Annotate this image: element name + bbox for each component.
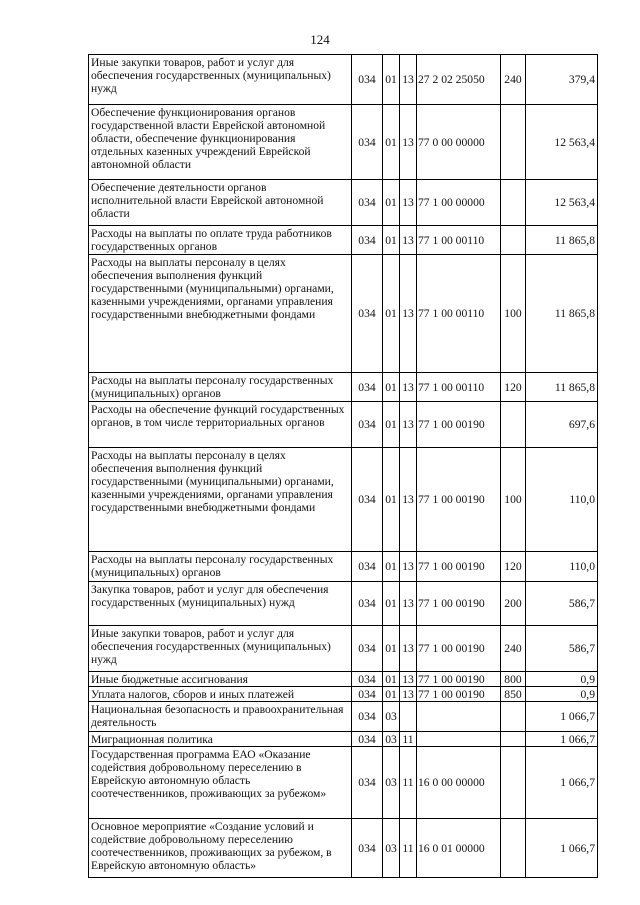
amount: 11 865,8: [526, 373, 598, 402]
target-article-code: 77 1 00 00110: [417, 226, 501, 255]
line-item-name: Уплата налогов, сборов и иных платежей: [89, 687, 352, 702]
subsection-code: 13: [400, 226, 417, 255]
section-code: 01: [383, 255, 400, 373]
subsection-code: 11: [400, 747, 417, 819]
amount: 586,7: [526, 582, 598, 626]
subsection-code: 13: [400, 105, 417, 180]
amount: 110,0: [526, 552, 598, 582]
table-row: [89, 747, 598, 819]
budget-table-body: [89, 55, 598, 878]
target-article-code: 77 1 00 00110: [417, 255, 501, 373]
expense-type-code: [501, 702, 526, 732]
ministry-code: 034: [352, 226, 383, 255]
section-code: 01: [383, 105, 400, 180]
section-code: 01: [383, 687, 400, 702]
subsection-code: 13: [400, 582, 417, 626]
target-article-code: [417, 732, 501, 747]
expense-type-code: [501, 402, 526, 448]
table-row: [89, 448, 598, 552]
amount: 1 066,7: [526, 819, 598, 878]
target-article-code: 77 1 00 00190: [417, 626, 501, 672]
section-code: 01: [383, 448, 400, 552]
line-item-name: Иные бюджетные ассигнования: [89, 672, 352, 687]
amount: 110,0: [526, 448, 598, 552]
amount: 11 865,8: [526, 226, 598, 255]
line-item-name: Расходы на обеспечение функций государственных органов, в том числе территориальных органов: [89, 402, 352, 448]
subsection-code: 13: [400, 55, 417, 105]
target-article-code: [417, 702, 501, 732]
ministry-code: 034: [352, 732, 383, 747]
expense-type-code: 240: [501, 55, 526, 105]
amount: 12 563,4: [526, 180, 598, 226]
subsection-code: 13: [400, 448, 417, 552]
ministry-code: 034: [352, 672, 383, 687]
subsection-code: 13: [400, 626, 417, 672]
section-code: 01: [383, 582, 400, 626]
ministry-code: 034: [352, 687, 383, 702]
table-row: [89, 552, 598, 582]
ministry-code: 034: [352, 448, 383, 552]
amount: 11 865,8: [526, 255, 598, 373]
ministry-code: 034: [352, 373, 383, 402]
target-article-code: 16 0 00 00000: [417, 747, 501, 819]
table-row: [89, 732, 598, 747]
line-item-name: Государственная программа ЕАО «Оказание содействия добровольному переселению в Еврейскую автономную область соотечественников, проживающих за рубежом»: [89, 747, 352, 819]
target-article-code: 77 1 00 00190: [417, 672, 501, 687]
line-item-name: Обеспечение функционирования органов государственной власти Еврейской автономной области, обеспечение функционирования отдельных казенных учреждений Еврейской автономной области: [89, 105, 352, 180]
subsection-code: 11: [400, 732, 417, 747]
target-article-code: 77 1 00 00190: [417, 402, 501, 448]
target-article-code: 16 0 01 00000: [417, 819, 501, 878]
table-row: [89, 819, 598, 878]
target-article-code: 77 1 00 00110: [417, 373, 501, 402]
ministry-code: 034: [352, 180, 383, 226]
expense-type-code: 100: [501, 255, 526, 373]
expense-type-code: [501, 819, 526, 878]
expense-type-code: [501, 226, 526, 255]
amount: 1 066,7: [526, 732, 598, 747]
amount: 12 563,4: [526, 105, 598, 180]
amount: 1 066,7: [526, 702, 598, 732]
table-row: [89, 702, 598, 732]
target-article-code: 77 1 00 00190: [417, 552, 501, 582]
ministry-code: 034: [352, 55, 383, 105]
section-code: 03: [383, 819, 400, 878]
amount: 0,9: [526, 687, 598, 702]
section-code: 01: [383, 402, 400, 448]
amount: 1 066,7: [526, 747, 598, 819]
section-code: 01: [383, 373, 400, 402]
line-item-name: Закупка товаров, работ и услуг для обеспечения государственных (муниципальных) нужд: [89, 582, 352, 626]
subsection-code: [400, 702, 417, 732]
table-row: [89, 180, 598, 226]
line-item-name: Миграционная политика: [89, 732, 352, 747]
ministry-code: 034: [352, 105, 383, 180]
expense-type-code: 100: [501, 448, 526, 552]
subsection-code: 13: [400, 672, 417, 687]
table-row: [89, 626, 598, 672]
ministry-code: 034: [352, 819, 383, 878]
section-code: 03: [383, 702, 400, 732]
section-code: 01: [383, 672, 400, 687]
section-code: 01: [383, 226, 400, 255]
ministry-code: 034: [352, 402, 383, 448]
expense-type-code: [501, 747, 526, 819]
section-code: 01: [383, 180, 400, 226]
expense-type-code: 120: [501, 552, 526, 582]
line-item-name: Расходы на выплаты по оплате труда работников государственных органов: [89, 226, 352, 255]
table-row: [89, 672, 598, 687]
expense-type-code: 200: [501, 582, 526, 626]
amount: 697,6: [526, 402, 598, 448]
section-code: 01: [383, 626, 400, 672]
line-item-name: Расходы на выплаты персоналу в целях обеспечения выполнения функций государственными (муниципальными) органами, казенными учреждениями, органами управления государственными внебюджетными фондами: [89, 255, 352, 373]
table-row: [89, 55, 598, 105]
amount: 586,7: [526, 626, 598, 672]
target-article-code: 77 1 00 00190: [417, 448, 501, 552]
page-number: 124: [310, 32, 330, 47]
amount: 379,4: [526, 55, 598, 105]
target-article-code: 77 0 00 00000: [417, 105, 501, 180]
subsection-code: 13: [400, 552, 417, 582]
subsection-code: 11: [400, 819, 417, 878]
expense-type-code: 850: [501, 687, 526, 702]
ministry-code: 034: [352, 255, 383, 373]
expense-type-code: [501, 105, 526, 180]
line-item-name: Иные закупки товаров, работ и услуг для обеспечения государственных (муниципальных) нужд: [89, 55, 352, 105]
subsection-code: 13: [400, 180, 417, 226]
table-row: [89, 402, 598, 448]
table-row: [89, 582, 598, 626]
expense-type-code: [501, 732, 526, 747]
subsection-code: 13: [400, 373, 417, 402]
line-item-name: Обеспечение деятельности органов исполнительной власти Еврейской автономной области: [89, 180, 352, 226]
budget-table: [88, 54, 598, 878]
expense-type-code: [501, 180, 526, 226]
section-code: 01: [383, 552, 400, 582]
ministry-code: 034: [352, 626, 383, 672]
target-article-code: 77 1 00 00190: [417, 687, 501, 702]
table-row: [89, 373, 598, 402]
subsection-code: 13: [400, 402, 417, 448]
target-article-code: 77 1 00 00190: [417, 582, 501, 626]
line-item-name: Расходы на выплаты персоналу государственных (муниципальных) органов: [89, 552, 352, 582]
line-item-name: Национальная безопасность и правоохранительная деятельность: [89, 702, 352, 732]
section-code: 03: [383, 747, 400, 819]
line-item-name: Иные закупки товаров, работ и услуг для обеспечения государственных (муниципальных) нужд: [89, 626, 352, 672]
subsection-code: 13: [400, 255, 417, 373]
table-row: [89, 687, 598, 702]
table-row: [89, 226, 598, 255]
section-code: 01: [383, 55, 400, 105]
line-item-name: Основное мероприятие «Создание условий и содействие добровольному переселению соотечественников, проживающих за рубежом, в Еврейскую автономную область»: [89, 819, 352, 878]
ministry-code: 034: [352, 582, 383, 626]
subsection-code: 13: [400, 687, 417, 702]
line-item-name: Расходы на выплаты персоналу в целях обеспечения выполнения функций государственными (муниципальными) органами, казенными учреждениями, органами управления государственными внебюджетными фондами: [89, 448, 352, 552]
expense-type-code: 120: [501, 373, 526, 402]
ministry-code: 034: [352, 702, 383, 732]
line-item-name: Расходы на выплаты персоналу государственных (муниципальных) органов: [89, 373, 352, 402]
amount: 0,9: [526, 672, 598, 687]
ministry-code: 034: [352, 552, 383, 582]
expense-type-code: 240: [501, 626, 526, 672]
target-article-code: 27 2 02 25050: [417, 55, 501, 105]
target-article-code: 77 1 00 00000: [417, 180, 501, 226]
ministry-code: 034: [352, 747, 383, 819]
table-row: [89, 255, 598, 373]
expense-type-code: 800: [501, 672, 526, 687]
table-row: [89, 105, 598, 180]
section-code: 03: [383, 732, 400, 747]
